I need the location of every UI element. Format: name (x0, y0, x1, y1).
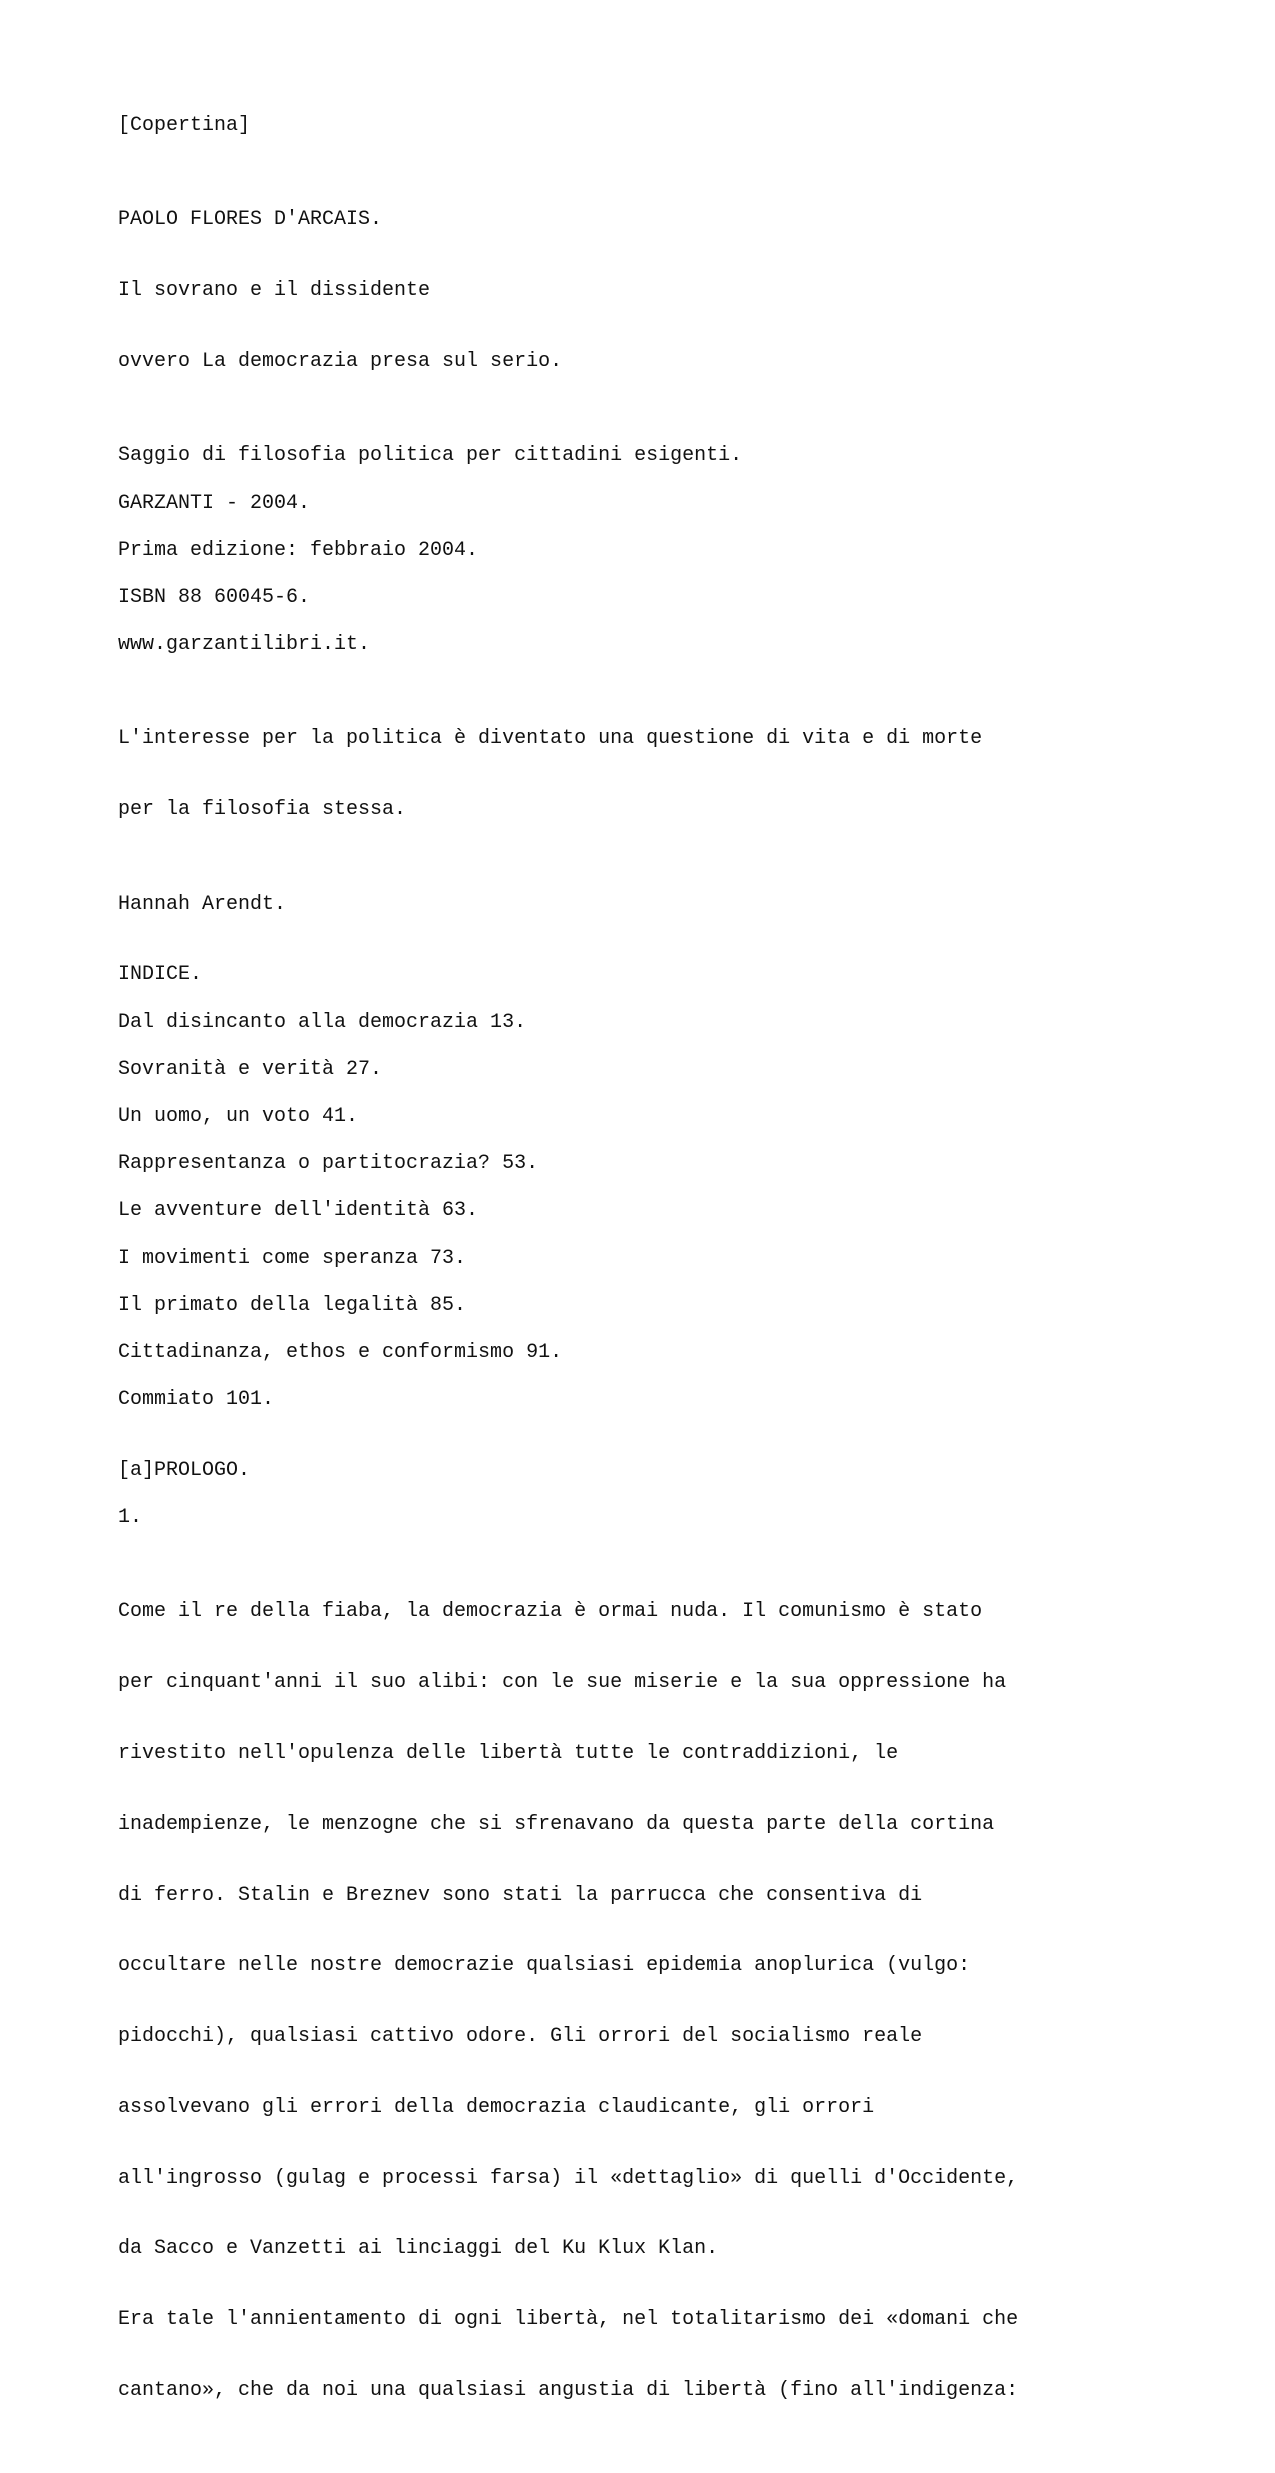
title-line: Il sovrano e il dissidente (118, 279, 431, 303)
website-line: www.garzantilibri.it. (118, 633, 371, 657)
toc-entry: I movimenti come speranza 73. (118, 1246, 467, 1270)
body-line: da Sacco e Vanzetti ai linciaggi del Ku Klux Klan. (118, 2237, 719, 2261)
toc-entry: Un uomo, un voto 41. (118, 1104, 359, 1128)
epigraph-line: per la filosofia stessa. (118, 798, 407, 822)
cover-label: [Copertina] (118, 114, 251, 137)
body-line: Come il re della fiaba, la democrazia è ormai nuda. Il comunismo è stato (118, 1600, 983, 1624)
epigraph-author: Hannah Arendt. (118, 892, 287, 916)
body-line: pidocchi), qualsiasi cattivo odore. Gli orrori del socialismo reale (118, 2025, 923, 2049)
epigraph (118, 680, 1158, 869)
section-spacer (118, 1435, 1158, 1459)
body-line: cantano», che da noi una qualsiasi angustia di libertà (fino all'indigenza: (118, 2379, 1019, 2402)
toc-entry: Rappresentanza o partitocrazia? 53. (118, 1152, 539, 1176)
body-line: di ferro. Stalin e Breznev sono stati la parrucca che consentiva di (118, 1883, 923, 1907)
author-line: PAOLO FLORES D'ARCAIS. (118, 208, 383, 232)
toc-entry: Cittadinanza, ethos e conformismo 91. (118, 1340, 563, 1364)
body-line: occultare nelle nostre democrazie qualsiasi epidemia anoplurica (vulgo: (118, 1954, 971, 1978)
table-of-contents (118, 1011, 1158, 1412)
publisher-line: GARZANTI - 2004. (118, 491, 311, 515)
body-line: rivestito nell'opulenza delle libertà tutte le contraddizioni, le (118, 1741, 899, 1765)
epigraph-line: L'interesse per la politica è diventato una questione di vita e di morte (118, 727, 983, 751)
document-page (118, 114, 1158, 2473)
toc-entry: Dal disincanto alla democrazia 13. (118, 1010, 527, 1034)
edition-line: Prima edizione: febbraio 2004. (118, 538, 479, 562)
toc-entry: Le avventure dell'identità 63. (118, 1199, 479, 1223)
prologue-body (118, 1553, 1158, 2450)
prologue-heading: [a]PROLOGO. (118, 1458, 251, 1482)
body-line: assolvevano gli errori della democrazia claudicante, gli orrori (118, 2095, 875, 2119)
body-line: all'ingrosso (gulag e processi farsa) il «dettaglio» di quelli d'Occidente, (118, 2166, 1019, 2190)
body-line: per cinquant'anni il suo alibi: con le sue miserie e la sua oppressione ha (118, 1671, 1007, 1695)
section-number: 1. (118, 1506, 143, 1530)
index-heading: INDICE. (118, 963, 203, 987)
isbn-line: ISBN 88 60045-6. (118, 585, 311, 609)
toc-entry: Commiato 101. (118, 1388, 275, 1412)
alt-title-line: ovvero La democrazia presa sul serio. (118, 349, 563, 373)
section-spacer (118, 940, 1158, 964)
body-line: inadempienze, le menzogne che si sfrenavano da questa parte della cortina (118, 1812, 995, 1836)
book-title-block (118, 161, 1158, 421)
toc-entry: Il primato della legalità 85. (118, 1293, 467, 1317)
toc-entry: Sovranità e verità 27. (118, 1057, 383, 1081)
body-line: Era tale l'annientamento di ogni libertà, nel totalitarismo dei «domani che (118, 2308, 1019, 2332)
book-subtitle: Saggio di filosofia politica per cittadini esigenti. (118, 444, 743, 468)
